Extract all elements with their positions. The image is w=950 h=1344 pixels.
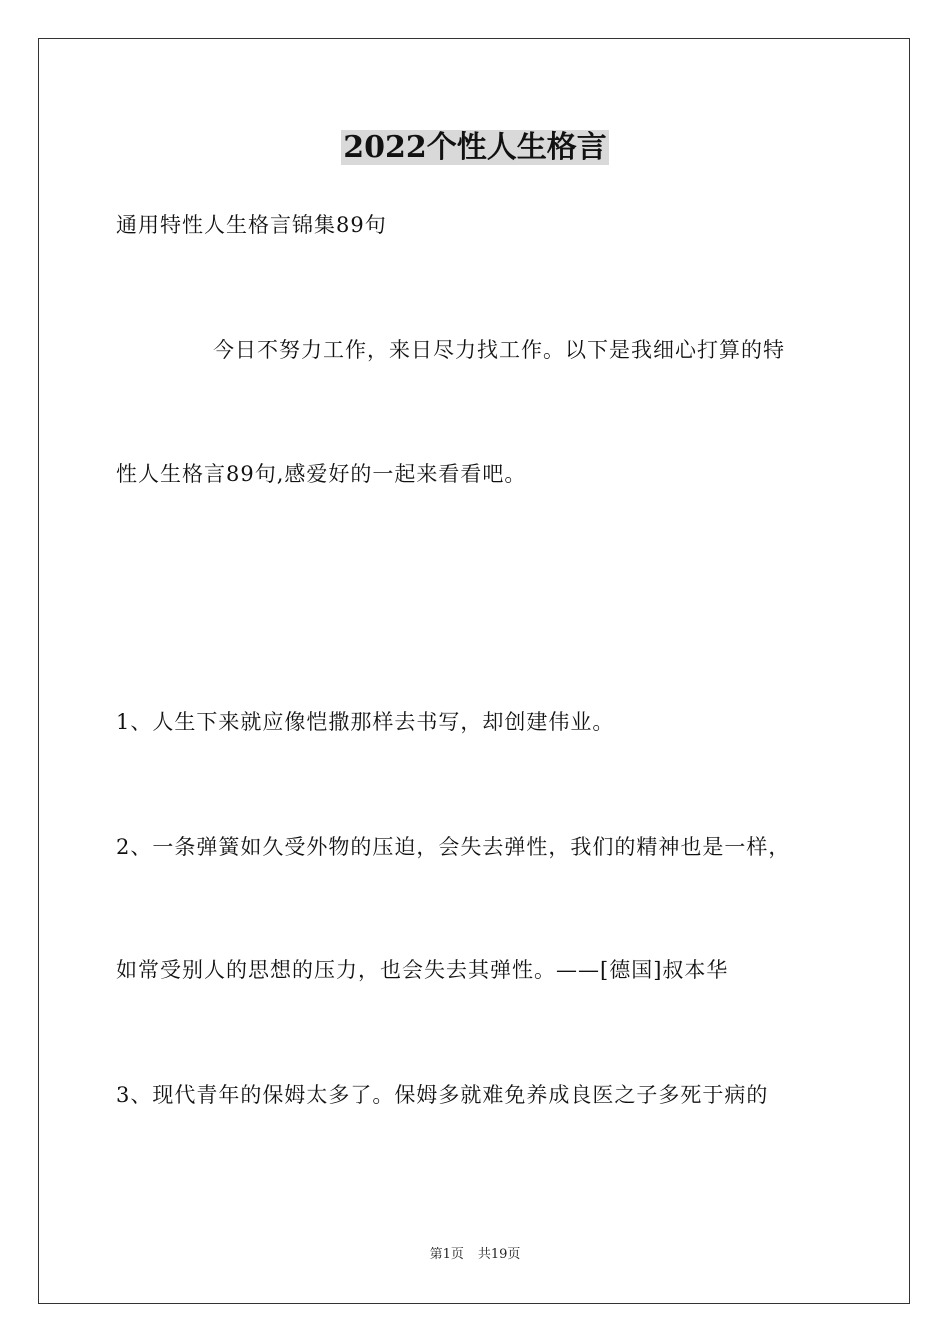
intro-line-2: 性人生格言89句,感爱好的一起来看看吧。	[116, 462, 527, 486]
intro-line-1: 今日不努力工作，来日尽力找工作。以下是我细心打算的特	[213, 338, 785, 362]
quote-item-1: 1、人生下来就应像恺撒那样去书写，却创建伟业。	[116, 710, 615, 734]
document-title-text: 2022个性人生格言	[343, 130, 607, 165]
document-title	[0, 128, 950, 168]
page-footer	[0, 1246, 950, 1264]
page-number-total: 共19页	[477, 1247, 521, 1262]
document-subtitle: 通用特性人生格言锦集89句	[116, 213, 387, 237]
quote-item-2-line-1: 2、一条弹簧如久受外物的压迫，会失去弹性，我们的精神也是一样，	[116, 835, 791, 859]
quote-item-2-line-2: 如常受别人的思想的压力，也会失去其弹性。——[德国]叔本华	[116, 958, 729, 982]
page-number-current: 第1页	[429, 1247, 464, 1262]
quote-item-3-line-1: 3、现代青年的保姆太多了。保姆多就难免养成良医之子多死于病的	[116, 1083, 769, 1107]
